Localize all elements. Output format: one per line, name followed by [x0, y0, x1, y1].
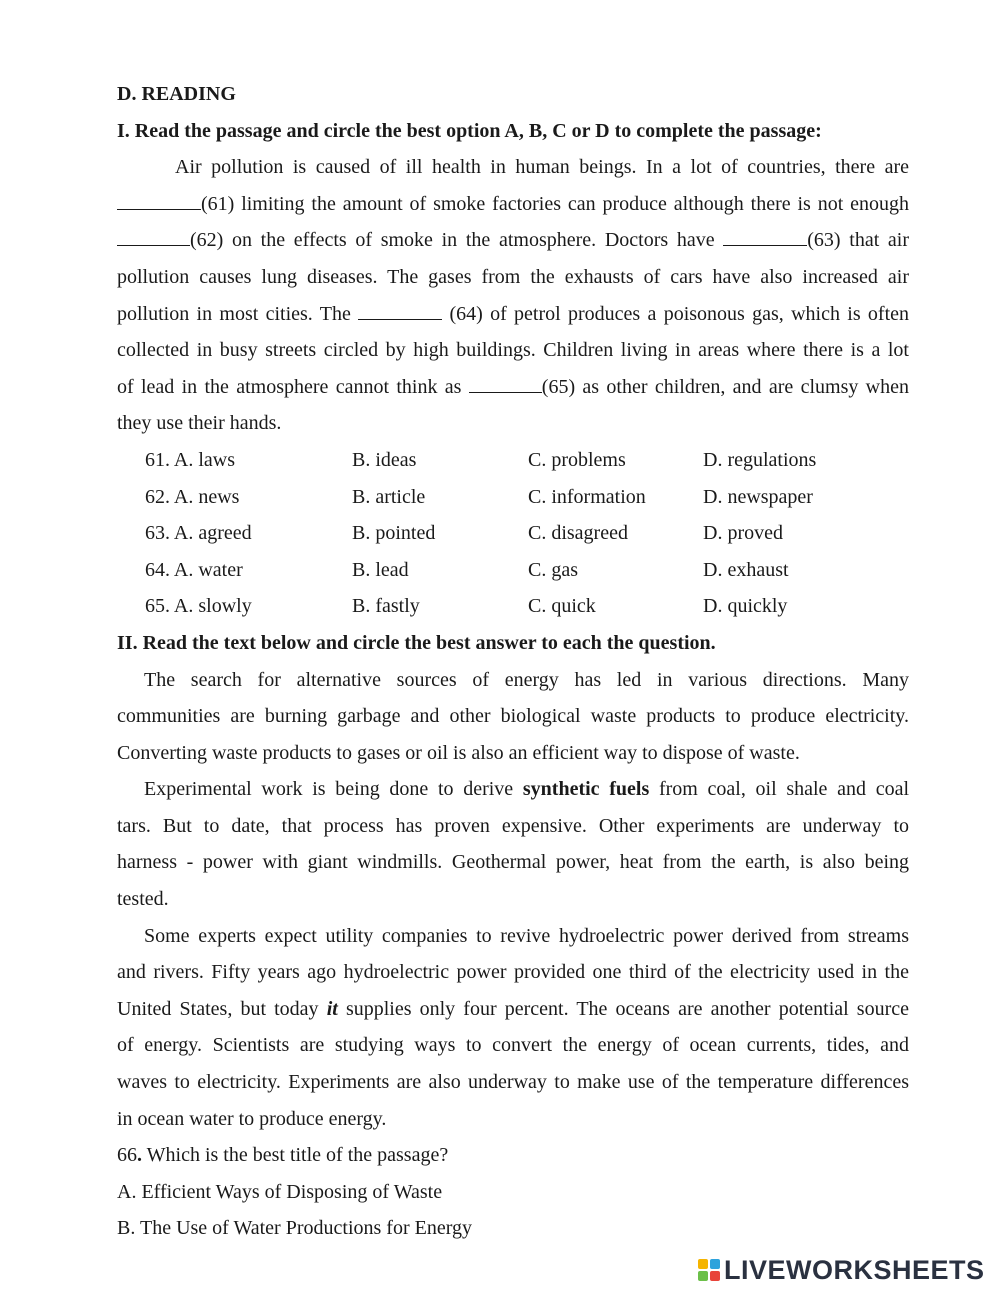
liveworksheets-logo[interactable]	[698, 1255, 985, 1285]
passage-line: Air pollution is caused of ill health in human beings. In a lot of countries, there are	[175, 156, 909, 179]
option-d[interactable]: D. quickly	[703, 595, 788, 618]
blank-61[interactable]	[117, 191, 201, 210]
question-66: 66. Which is the best title of the passage?	[117, 1144, 449, 1167]
option-c[interactable]: C. quick	[528, 595, 596, 618]
blank-62[interactable]	[117, 227, 190, 246]
passage-line: tested.	[117, 888, 169, 911]
option-d[interactable]: D. proved	[703, 522, 783, 545]
passage-line: Some experts expect utility companies to revive hydroelectric power derived from streams	[144, 924, 909, 947]
passage-line: of lead in the atmosphere cannot think as (65) as other children, and are clumsy when	[117, 375, 909, 398]
passage-line: of energy. Scientists are studying ways to convert the energy of ocean currents, tides, and	[117, 1034, 909, 1057]
question-row	[117, 442, 909, 479]
passage-line: Converting waste products to gases or oil is also an efficient way to dispose of waste.	[117, 741, 800, 764]
passage-line: waves to electricity. Experiments are also underway to make use of the temperature differences	[117, 1071, 909, 1094]
logo-text: LIVEWORKSHEETS	[724, 1254, 985, 1285]
passage-line: Experimental work is being done to derive synthetic fuels from coal, oil shale and coal	[144, 778, 909, 801]
question-row	[117, 588, 909, 625]
option-a[interactable]: 61. A. laws	[145, 448, 236, 471]
option-a[interactable]: 65. A. slowly	[145, 595, 252, 618]
part1-passage	[117, 149, 909, 442]
part2-passage	[117, 662, 909, 1138]
blank-65[interactable]	[469, 374, 542, 393]
option-b[interactable]: B. ideas	[352, 448, 417, 471]
part2-instruction: II. Read the text below and circle the best answer to each the question.	[117, 631, 716, 654]
option-c[interactable]: C. problems	[528, 448, 626, 471]
blank-64[interactable]	[358, 301, 442, 320]
passage-line: harness - power with giant windmills. Geothermal power, heat from the earth, is also being	[117, 851, 909, 874]
option-c[interactable]: C. information	[528, 485, 646, 508]
option-b[interactable]: B. lead	[352, 558, 409, 581]
passage-line: United States, but today it supplies only four percent. The oceans are another potential source	[117, 997, 909, 1020]
option-c[interactable]: C. disagreed	[528, 522, 628, 545]
option-b[interactable]: B. fastly	[352, 595, 420, 618]
option-b[interactable]: B. pointed	[352, 522, 436, 545]
synthetic-fuels-term[interactable]: synthetic fuels	[522, 778, 650, 801]
option-a[interactable]: 64. A. water	[145, 558, 243, 581]
passage-line: (62) on the effects of smoke in the atmosphere. Doctors have (63) that air	[117, 222, 909, 259]
option-b[interactable]: B. article	[352, 485, 426, 508]
passage-line: (61) limiting the amount of smoke factories can produce although there is not enough	[117, 186, 909, 223]
question-66-option-b[interactable]: B. The Use of Water Productions for Energy	[117, 1217, 472, 1240]
passage-line: communities are burning garbage and other biological waste products to produce electricity.	[117, 705, 909, 728]
passage-line: pollution in most cities. The (64) of petrol produces a poisonous gas, which is often	[117, 302, 909, 325]
passage-line: collected in busy streets circled by high buildings. Children living in areas where there is a lot	[117, 339, 909, 362]
option-c[interactable]: C. gas	[528, 558, 578, 581]
passage-line: and rivers. Fifty years ago hydroelectric power provided one third of the electricity used in the	[117, 961, 909, 984]
blank-63[interactable]	[723, 227, 807, 246]
option-a[interactable]: 63. A. agreed	[145, 522, 252, 545]
worksheet-page	[117, 76, 909, 1247]
question-row	[117, 479, 909, 516]
passage-line: pollution causes lung diseases. The gases from the exhausts of cars have also increased air	[117, 265, 909, 288]
question-row	[117, 552, 909, 589]
question-row	[117, 515, 909, 552]
referent-it[interactable]: it	[326, 997, 338, 1020]
liveworksheets-logo-icon	[698, 1259, 720, 1281]
passage-line: in ocean water to produce energy.	[117, 1107, 387, 1130]
option-a[interactable]: 62. A. news	[145, 485, 240, 508]
option-d[interactable]: D. exhaust	[703, 558, 789, 581]
passage-line: they use their hands.	[117, 412, 282, 435]
section-heading: D. READING	[117, 83, 236, 105]
part1-questions	[117, 442, 909, 625]
part1-instruction: I. Read the passage and circle the best option A, B, C or D to complete the passage:	[117, 119, 822, 142]
passage-line: tars. But to date, that process has proven expensive. Other experiments are underway to	[117, 814, 909, 837]
passage-line: The search for alternative sources of energy has led in various directions. Many	[144, 668, 909, 691]
question-66-option-a[interactable]: A. Efficient Ways of Disposing of Waste	[117, 1180, 443, 1203]
option-d[interactable]: D. newspaper	[703, 485, 813, 508]
option-d[interactable]: D. regulations	[703, 448, 817, 471]
